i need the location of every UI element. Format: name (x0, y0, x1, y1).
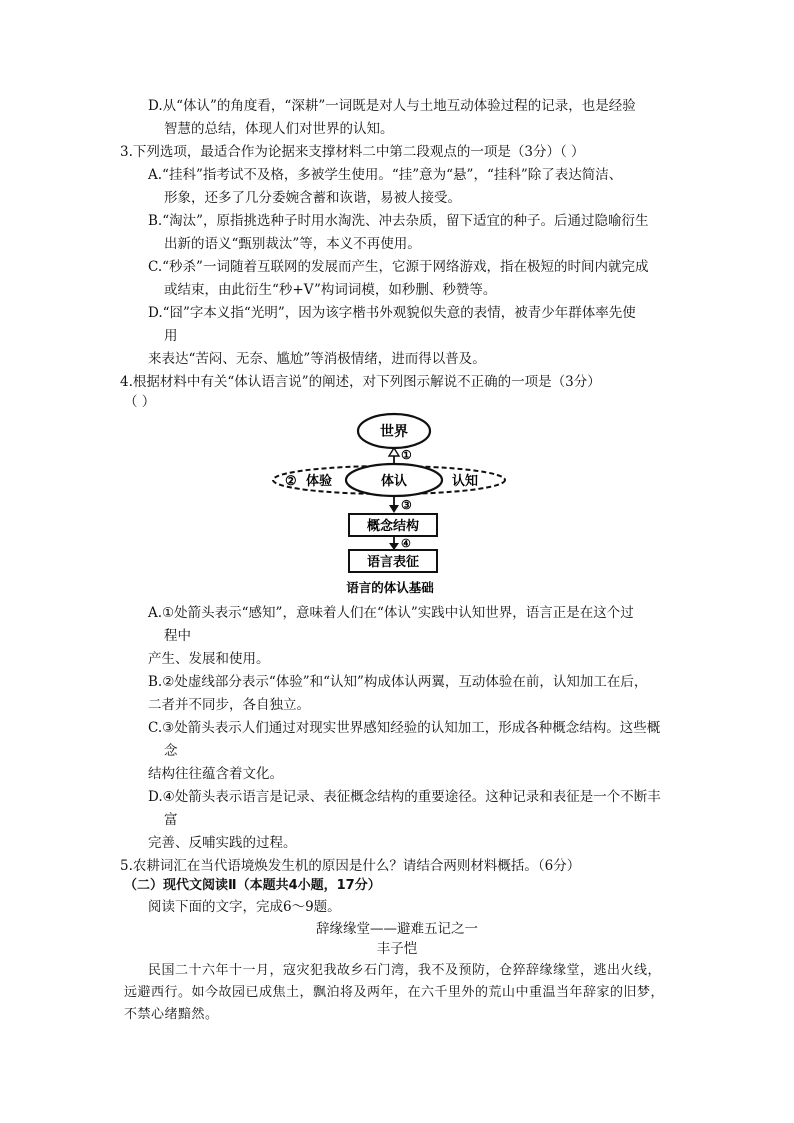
world-label: 世界 (380, 424, 408, 440)
q4-option-a-line1: A.①处箭头表示“感知”，意味着人们在“体认”实践中认知世界，语言正是在这个过 (148, 605, 634, 621)
section-instruction: 阅读下面的文字，完成6～9题。 (148, 899, 341, 915)
q3-option-d-line3: 来表达“苦闷、无奈、尴尬”等消极情绪，进而得以普及。 (148, 351, 486, 367)
q3-option-a-line2: 形象，还多了几分委婉含蓄和诙谐，易被人接受。 (164, 190, 461, 206)
story-paragraph-line1: 民国二十六年十一月，寇灾犯我故乡石门湾，我不及预防，仓猝辞缘缘堂，逃出火线， (148, 963, 662, 978)
q4-option-c-line1: C.③处箭头表示人们通过对现实世界感知经验的认知加工，形成各种概念结构。这些概 (148, 720, 661, 736)
diagram-caption: 语言的体认基础 (346, 580, 434, 595)
section-heading: （二）现代文阅读Ⅱ（本题共4小题，17分） (124, 878, 381, 893)
q3-option-c-line2: 或结束，由此衍生“秒+V”构词词模，如秒删、秒赞等。 (164, 282, 497, 298)
arrow-4-head (389, 543, 399, 550)
marker-1: ① (401, 448, 412, 462)
embodiment-label: 体认 (380, 474, 408, 489)
q4-option-d-line1: D.④处箭头表示语言是记录、表征概念结构的重要途径。这种记录和表征是一个不断丰 (148, 789, 661, 805)
q4-option-b-line1: B.②处虚线部分表示“体验”和“认知”构成体认两翼，互动体验在前，认知加工在后， (148, 674, 648, 690)
story-author: 丰子恺 (376, 941, 418, 957)
question-4-answer-paren: （ ） (124, 394, 156, 410)
q3-option-d-line1: D.“囧”字本义指“光明”，因为该字楷书外观貌似失意的表情，被青少年群体率先使 (148, 305, 636, 321)
arrow-1-head (389, 448, 399, 456)
concept-label: 概念结构 (366, 519, 420, 534)
q3-option-c-line1: C.“秒杀”一词随着互联网的发展而产生，它源于网络游戏，指在极短的时间内就完成 (148, 259, 649, 275)
question-4-stem: 4.根据材料中有关“体认语言说”的阐述，对下列图示解说不正确的一项是（3分） (120, 374, 601, 390)
q4-option-b-line2: 二者并不同步，各自独立。 (148, 697, 310, 713)
embodiment-diagram (270, 410, 516, 598)
q2-option-d-line2: 智慧的总结，体现人们对世界的认知。 (164, 121, 394, 137)
question-3-stem: 3.下列选项，最适合作为论据来支撑材料二中第二段观点的一项是（3分）（ ） (120, 144, 585, 160)
cognition-label: 认知 (452, 474, 479, 489)
q3-option-d-line2: 用 (164, 328, 178, 344)
q4-option-c-line2: 念 (164, 743, 178, 759)
story-paragraph-line3: 不禁心绪黯然。 (124, 1007, 219, 1022)
marker-2: ② (285, 474, 297, 489)
experience-label: 体验 (306, 474, 333, 489)
question-5-stem: 5.农耕词汇在当代语境焕发生机的原因是什么？请结合两则材料概括。（6分） (120, 858, 581, 874)
story-paragraph-line2: 远避西行。如今故园已成焦土，飘泊将及两年，在六千里外的荒山中重温当年辞家的旧梦， (124, 985, 665, 1000)
q4-option-a-line3: 产生、发展和使用。 (148, 651, 270, 667)
q4-option-d-line3: 完善、反哺实践的过程。 (148, 835, 297, 851)
q2-option-d-line1: D.从“体认”的角度看，“深耕”一词既是对人与土地互动体验过程的记录，也是经验 (148, 98, 636, 114)
q3-option-a-line1: A.“挂科”指考试不及格，多被学生使用。“挂”意为“悬”，“挂科”除了表达简洁、 (148, 167, 623, 183)
marker-3: ③ (401, 498, 412, 512)
marker-4: ④ (401, 537, 411, 550)
q4-option-a-line2: 程中 (164, 628, 191, 644)
language-label: 语言表征 (366, 555, 420, 570)
arrow-3-head (389, 505, 399, 513)
q4-option-c-line3: 结构往往蕴含着文化。 (148, 766, 283, 782)
story-title: 辞缘缘堂——避难五记之一 (316, 921, 478, 937)
q3-option-b-line2: 出新的语义“甄别裁汰”等，本义不再使用。 (164, 236, 421, 252)
q4-option-d-line2: 富 (164, 812, 178, 828)
q3-option-b-line1: B.“淘汰”，原指挑选种子时用水淘洗、冲去杂质，留下适宜的种子。后通过隐喻衍生 (148, 213, 649, 229)
